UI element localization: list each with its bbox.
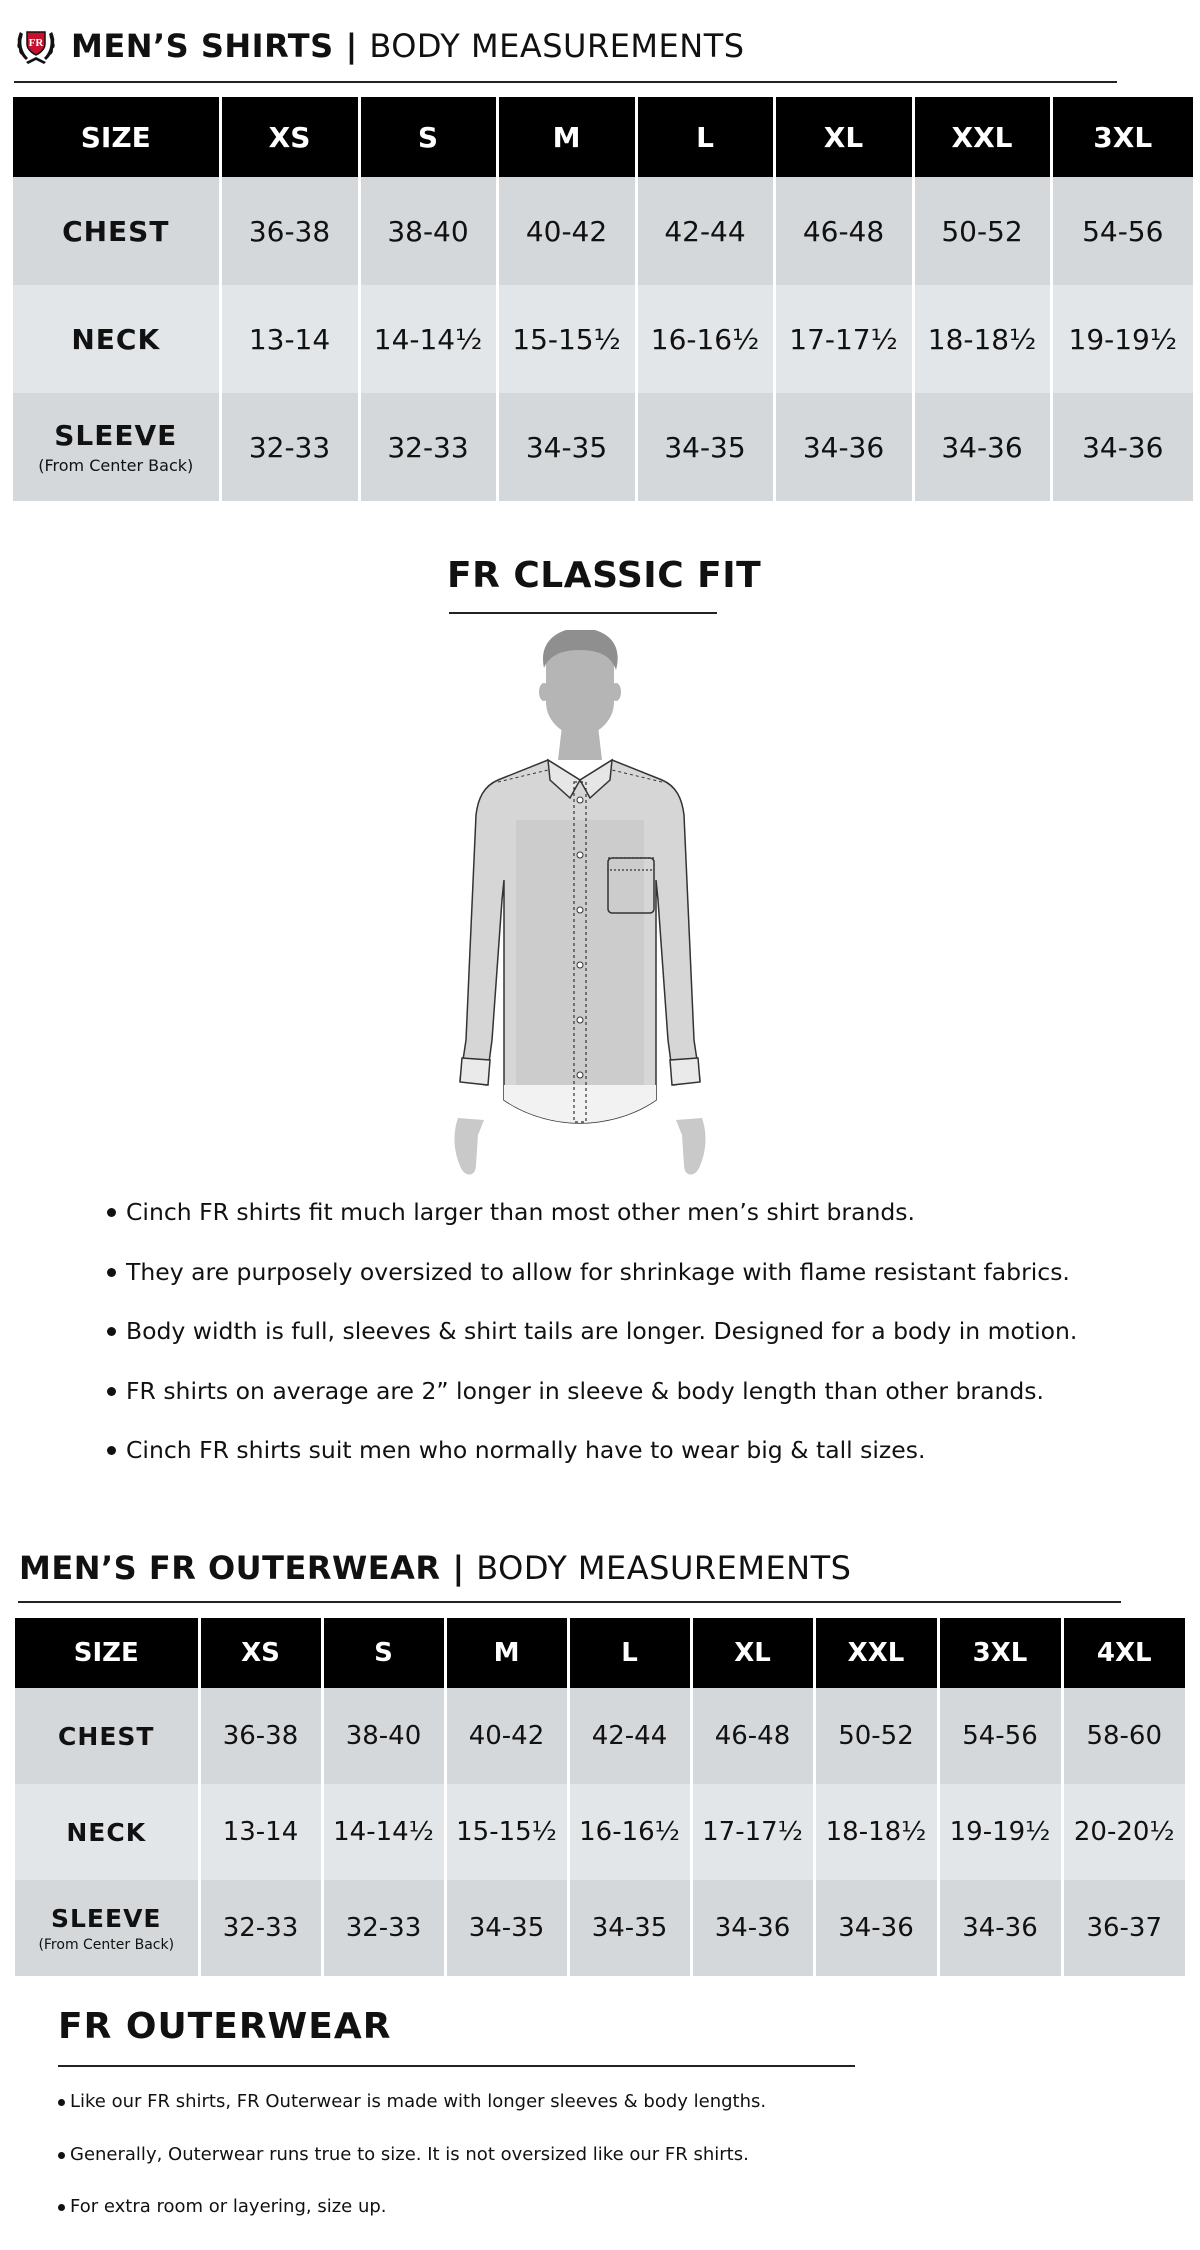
table-cell: 14-14½ (322, 1784, 445, 1880)
column-header: L (568, 1618, 691, 1688)
outerwear-title: FR OUTERWEAR (58, 2006, 392, 2047)
shirts-heading-subtitle: BODY MEASUREMENTS (369, 27, 745, 65)
table-cell: 40-42 (497, 177, 636, 285)
table-cell: 32-33 (359, 393, 497, 501)
column-header: XS (199, 1618, 322, 1688)
row-label-text: SLEEVE (50, 1903, 162, 1933)
table-cell: 19-19½ (938, 1784, 1062, 1880)
shirts-heading-separator: | (345, 27, 358, 65)
table-cell: 34-36 (691, 1880, 814, 1976)
table-cell: 40-42 (445, 1688, 568, 1784)
table-cell: 19-19½ (1051, 285, 1193, 393)
column-header: XL (691, 1618, 814, 1688)
column-header: L (636, 97, 774, 177)
table-cell: 34-36 (774, 393, 913, 501)
shirts-heading-rule (14, 81, 1117, 83)
row-label: CHEST (15, 1688, 199, 1784)
outerwear-size-table (15, 1618, 1185, 1976)
table-cell: 54-56 (1051, 177, 1193, 285)
table-cell: 34-36 (938, 1880, 1062, 1976)
table-header-row (15, 1618, 1185, 1688)
row-sublabel: (From Center Back) (38, 456, 194, 475)
list-item: Cinch FR shirts fit much larger than most other men’s shirt brands. (107, 1198, 1077, 1258)
row-label (13, 393, 220, 501)
shirts-size-table (13, 97, 1193, 501)
table-cell: 50-52 (913, 177, 1051, 285)
table-cell: 13-14 (220, 285, 359, 393)
table-cell: 34-35 (497, 393, 636, 501)
column-header: M (445, 1618, 568, 1688)
shirts-heading (71, 25, 745, 67)
fit-title: FR CLASSIC FIT (447, 555, 762, 596)
table-cell: 50-52 (814, 1688, 938, 1784)
row-sublabel: (From Center Back) (38, 1936, 175, 1953)
table-cell: 36-38 (220, 177, 359, 285)
table-cell: 32-33 (199, 1880, 322, 1976)
list-item: Body width is full, sleeves & shirt tails are longer. Designed for a body in motion. (107, 1317, 1077, 1377)
table-cell: 17-17½ (691, 1784, 814, 1880)
table-cell: 32-33 (220, 393, 359, 501)
table-cell: 16-16½ (636, 285, 774, 393)
shirts-heading-title: MEN’S SHIRTS (71, 27, 334, 65)
row-label: CHEST (13, 177, 220, 285)
table-cell: 34-36 (1051, 393, 1193, 501)
outerwear-heading-title: MEN’S FR OUTERWEAR (19, 1549, 441, 1587)
table-cell: 54-56 (938, 1688, 1062, 1784)
table-cell: 38-40 (322, 1688, 445, 1784)
list-item: Generally, Outerwear runs true to size. It is not oversized like our FR shirts. (58, 2144, 766, 2197)
list-item: They are purposely oversized to allow for shrinkage with flame resistant fabrics. (107, 1258, 1077, 1318)
table-cell: 34-36 (913, 393, 1051, 501)
table-cell: 46-48 (691, 1688, 814, 1784)
table-cell: 34-36 (814, 1880, 938, 1976)
outerwear-heading-rule (18, 1601, 1121, 1603)
column-header: S (359, 97, 497, 177)
table-cell: 34-35 (445, 1880, 568, 1976)
brand-logo (14, 22, 58, 66)
outerwear-heading (19, 1547, 851, 1589)
table-cell: 42-44 (636, 177, 774, 285)
shirt-model-illustration (430, 630, 730, 1185)
table-cell: 34-35 (636, 393, 774, 501)
column-header: 4XL (1062, 1618, 1185, 1688)
column-header: 3XL (938, 1618, 1062, 1688)
table-cell: 32-33 (322, 1880, 445, 1976)
row-label (15, 1880, 199, 1976)
table-cell: 13-14 (199, 1784, 322, 1880)
table-cell: 15-15½ (445, 1784, 568, 1880)
table-cell: 42-44 (568, 1688, 691, 1784)
table-cell: 15-15½ (497, 285, 636, 393)
row-label-text: SLEEVE (54, 419, 178, 452)
row-label: NECK (13, 285, 220, 393)
table-row (13, 177, 1193, 285)
column-header: 3XL (1051, 97, 1193, 177)
fit-title-rule (449, 612, 717, 614)
table-row (15, 1784, 1185, 1880)
list-item: FR shirts on average are 2” longer in sleeve & body length than other brands. (107, 1377, 1077, 1437)
column-header: S (322, 1618, 445, 1688)
brand-logo-text: FR (28, 37, 44, 49)
table-row (13, 285, 1193, 393)
row-label: NECK (15, 1784, 199, 1880)
table-cell: 36-38 (199, 1688, 322, 1784)
column-header: XXL (913, 97, 1051, 177)
table-header-row (13, 97, 1193, 177)
table-cell: 34-35 (568, 1880, 691, 1976)
table-row (15, 1688, 1185, 1784)
table-cell: 46-48 (774, 177, 913, 285)
table-row (15, 1880, 1185, 1976)
column-header: XS (220, 97, 359, 177)
column-header: SIZE (15, 1618, 199, 1688)
table-cell: 14-14½ (359, 285, 497, 393)
table-cell: 18-18½ (913, 285, 1051, 393)
column-header: XL (774, 97, 913, 177)
table-cell: 16-16½ (568, 1784, 691, 1880)
table-cell: 38-40 (359, 177, 497, 285)
table-cell: 17-17½ (774, 285, 913, 393)
table-cell: 58-60 (1062, 1688, 1185, 1784)
list-item: For extra room or layering, size up. (58, 2196, 766, 2249)
outerwear-heading-separator: | (452, 1549, 465, 1587)
column-header: SIZE (13, 97, 220, 177)
list-item: Like our FR shirts, FR Outerwear is made with longer sleeves & body lengths. (58, 2091, 766, 2144)
column-header: M (497, 97, 636, 177)
table-row (13, 393, 1193, 501)
fit-bullet-list (107, 1198, 1077, 1496)
outerwear-heading-subtitle: BODY MEASUREMENTS (476, 1549, 852, 1587)
column-header: XXL (814, 1618, 938, 1688)
table-cell: 36-37 (1062, 1880, 1185, 1976)
list-item: Cinch FR shirts suit men who normally have to wear big & tall sizes. (107, 1436, 1077, 1496)
outerwear-title-rule (58, 2065, 855, 2067)
table-cell: 18-18½ (814, 1784, 938, 1880)
outerwear-bullet-list (58, 2091, 766, 2249)
table-cell: 20-20½ (1062, 1784, 1185, 1880)
